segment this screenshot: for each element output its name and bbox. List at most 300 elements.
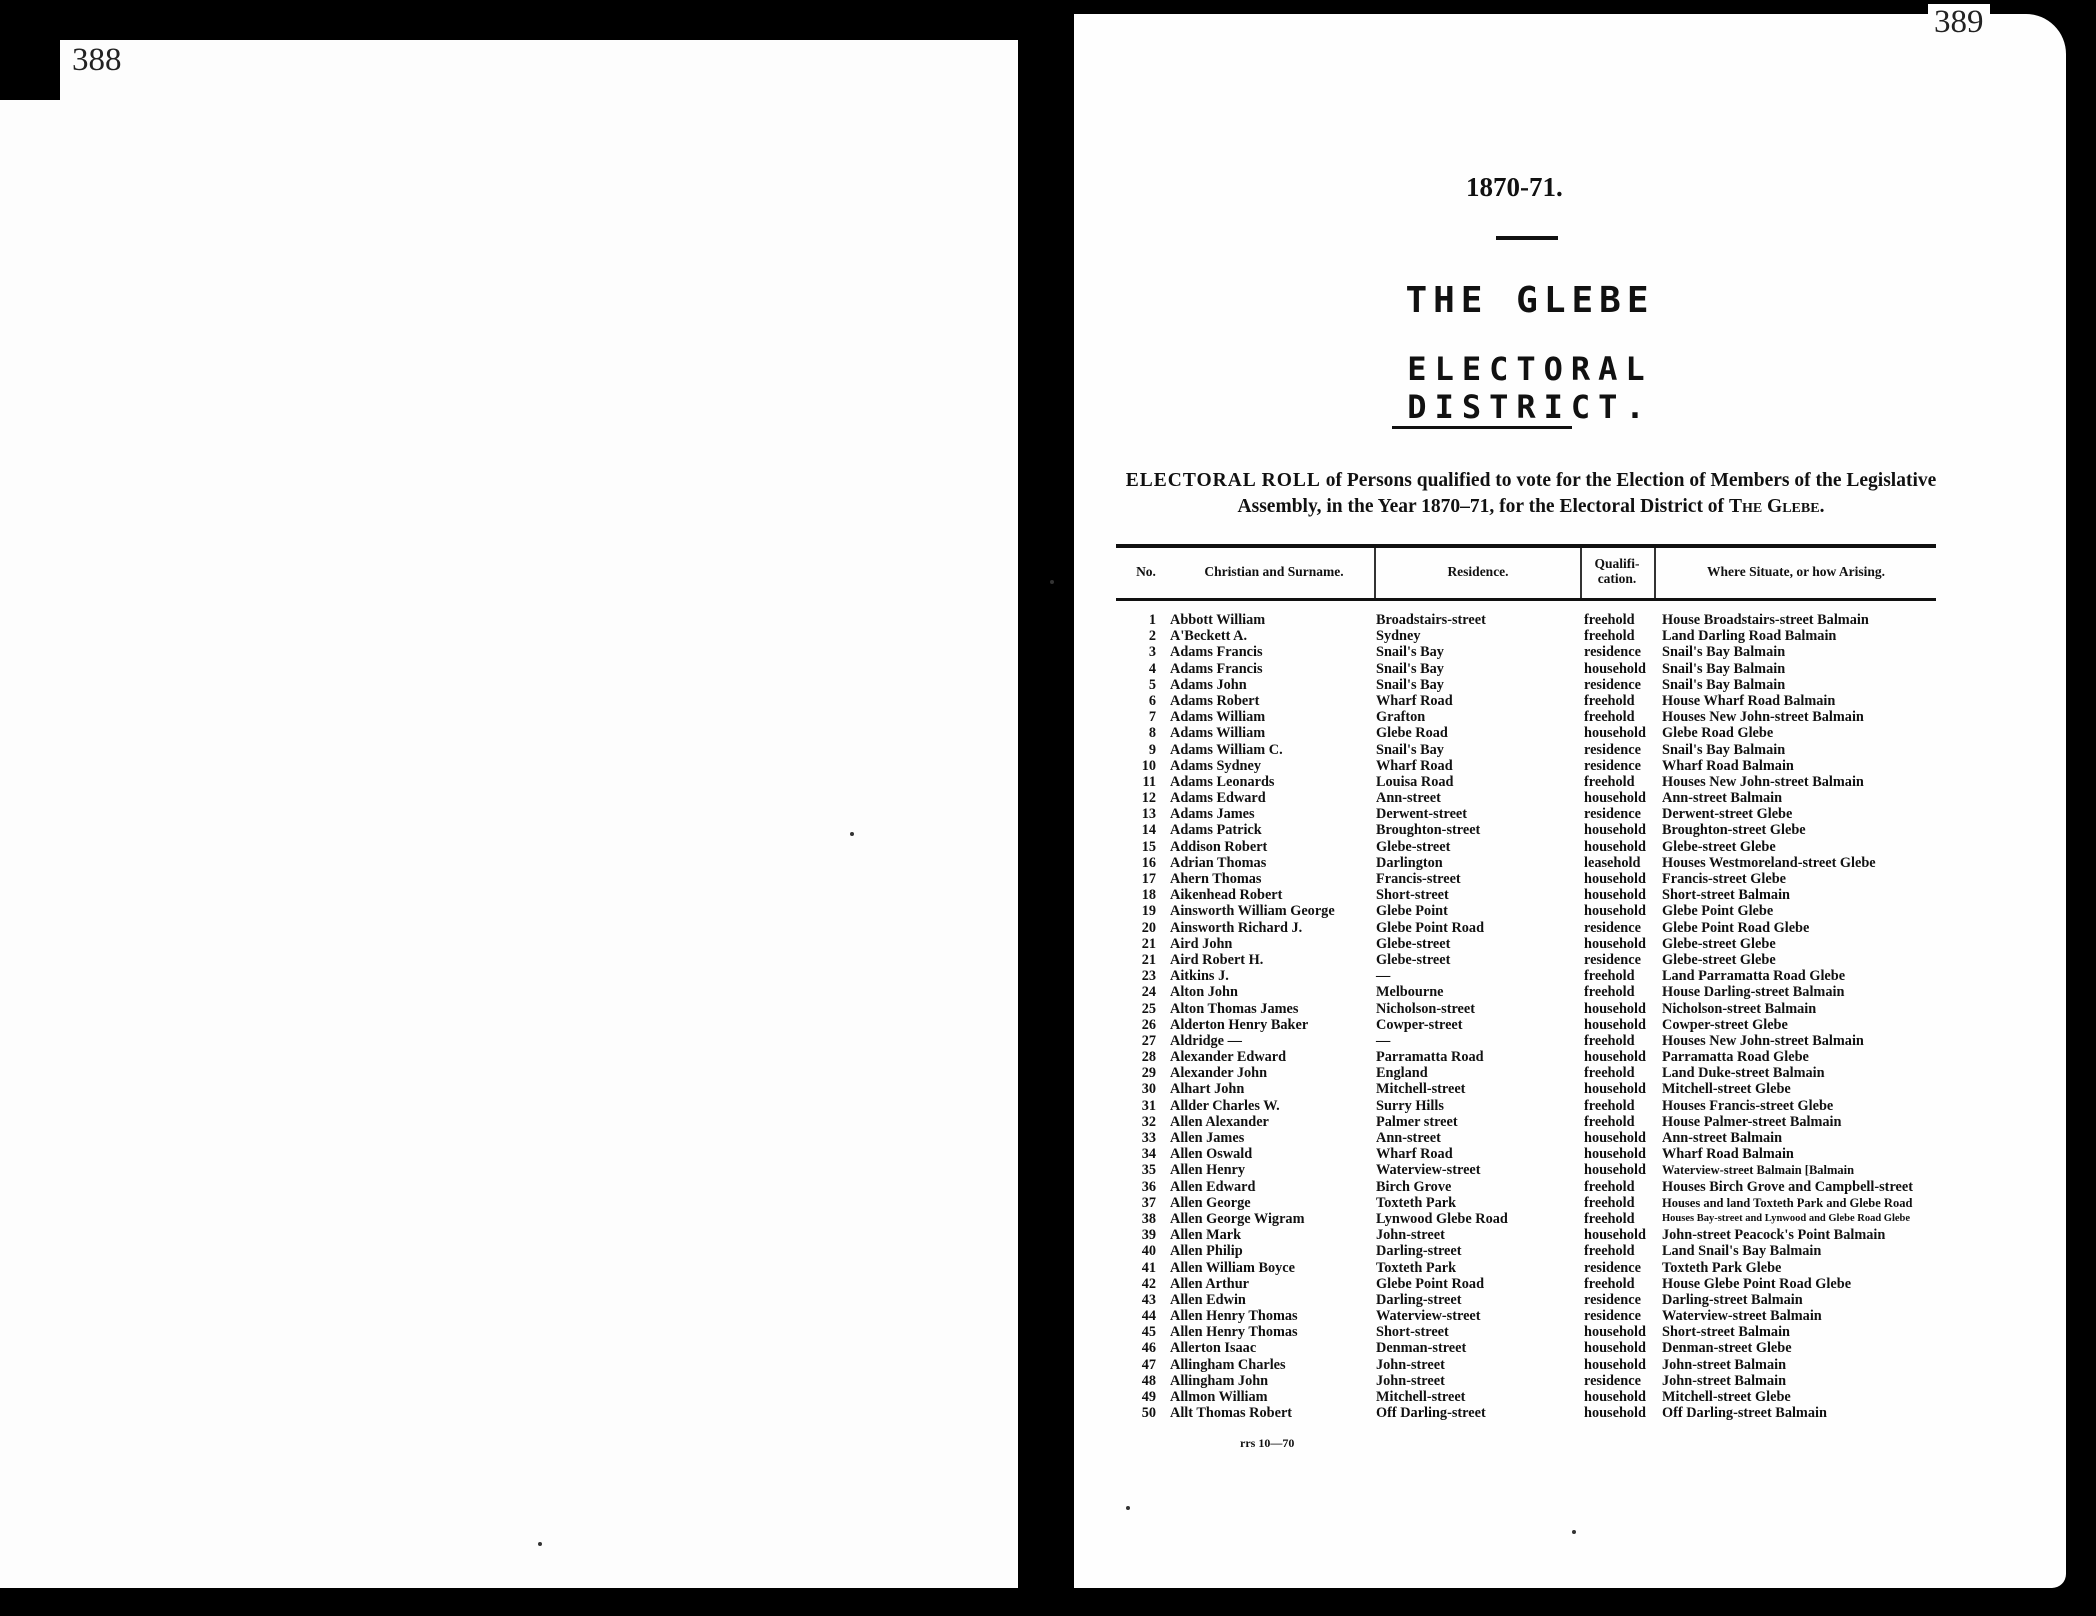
row-qualification: freehold: [1584, 692, 1635, 709]
table-row: [1116, 693, 1966, 709]
header-name: Christian and Surname.: [1204, 564, 1344, 579]
table-row: [1116, 1340, 1966, 1356]
left-page-corner-shadow: [0, 40, 60, 100]
electoral-roll-table: [1116, 612, 1966, 1421]
row-name: Allmon William: [1170, 1389, 1268, 1405]
row-residence: Ann-street: [1376, 1130, 1441, 1146]
row-where: Broughton-street Glebe: [1662, 822, 1806, 839]
row-where: Land Darling Road Balmain: [1662, 628, 1837, 645]
header-residence: Residence.: [1447, 564, 1509, 579]
row-residence: Glebe-street: [1376, 935, 1451, 952]
row-number: 42: [1141, 1275, 1156, 1292]
left-page-number: 388: [72, 42, 122, 78]
row-residence: —: [1376, 1032, 1391, 1049]
table-row: [1116, 1292, 1966, 1308]
row-number: 46: [1141, 1340, 1156, 1357]
intro-text: of Persons qualified to vote for the Election of Members of the Legislative Assembly, in the Year 1870–71, for the Electoral District of: [1237, 470, 1937, 517]
row-where: House Wharf Road Balmain: [1662, 692, 1836, 709]
row-qualification: freehold: [1584, 968, 1635, 985]
row-where: Short-street Balmain: [1662, 1324, 1790, 1341]
scan-speck: [538, 1542, 542, 1546]
row-where: Toxteth Park Glebe: [1662, 1259, 1782, 1276]
row-number: 41: [1141, 1259, 1156, 1276]
row-where: Mitchell-street Glebe: [1662, 1081, 1791, 1098]
row-name: Allt Thomas Robert: [1170, 1405, 1293, 1422]
row-name: Alton John: [1170, 984, 1238, 1001]
row-number: 32: [1141, 1113, 1156, 1130]
row-where: Off Darling-street Balmain: [1662, 1405, 1827, 1422]
row-number: 47: [1141, 1356, 1156, 1373]
table-row: [1116, 1308, 1966, 1324]
row-number: 5: [1148, 676, 1156, 693]
row-residence: Glebe Point Road: [1376, 1275, 1485, 1292]
row-name: Adams James: [1170, 806, 1255, 823]
table-row: [1116, 887, 1966, 903]
row-where: Glebe Point Road Glebe: [1662, 919, 1810, 936]
table-row: [1116, 790, 1966, 806]
row-name: Adrian Thomas: [1170, 854, 1267, 871]
row-name: Adams Sydney: [1170, 757, 1261, 774]
row-qualification: household: [1584, 838, 1646, 855]
row-residence: Louisa Road: [1376, 773, 1454, 790]
row-name: Ainsworth William George: [1170, 903, 1335, 920]
row-qualification: freehold: [1584, 612, 1635, 628]
row-residence: Snail's Bay: [1376, 741, 1444, 758]
row-residence: Nicholson-street: [1376, 1000, 1476, 1017]
row-qualification: residence: [1584, 676, 1641, 693]
row-name: Adams Edward: [1170, 790, 1266, 807]
row-name: Allen Philip: [1170, 1243, 1243, 1260]
table-row: [1116, 1130, 1966, 1146]
short-rule-1: [1496, 236, 1558, 240]
row-number: 37: [1141, 1194, 1156, 1211]
row-number: 33: [1141, 1130, 1156, 1146]
row-where: Glebe-street Glebe: [1662, 935, 1776, 952]
book-gutter: [1018, 0, 1074, 1616]
table-row: [1116, 644, 1966, 660]
header-divider-2: [1580, 548, 1582, 598]
row-name: Allen Arthur: [1170, 1275, 1250, 1292]
row-qualification: residence: [1584, 644, 1641, 661]
row-residence: England: [1376, 1065, 1428, 1082]
row-name: Aitkins J.: [1170, 968, 1229, 985]
row-residence: Darling-street: [1376, 1243, 1462, 1260]
table-row: [1116, 871, 1966, 887]
row-qualification: residence: [1584, 919, 1641, 936]
table-row: [1116, 1017, 1966, 1033]
row-qualification: residence: [1584, 1372, 1641, 1389]
row-where: John-street Balmain: [1662, 1372, 1787, 1389]
row-residence: Broughton-street: [1376, 822, 1481, 839]
row-number: 28: [1141, 1049, 1156, 1066]
row-name: Adams Robert: [1170, 692, 1260, 709]
table-row: [1116, 1357, 1966, 1373]
row-qualification: household: [1584, 1081, 1646, 1098]
row-residence: Glebe Point Road: [1376, 919, 1485, 936]
table-row: [1116, 1033, 1966, 1049]
table-row: [1116, 1146, 1966, 1162]
row-qualification: household: [1584, 1356, 1646, 1373]
row-qualification: freehold: [1584, 1065, 1635, 1082]
row-residence: Snail's Bay: [1376, 660, 1444, 677]
row-name: Adams William: [1170, 725, 1266, 742]
printer-footnote: rrs 10—70: [1240, 1436, 1295, 1450]
row-name: Allen Mark: [1170, 1227, 1242, 1244]
row-qualification: household: [1584, 1162, 1646, 1179]
row-number: 44: [1141, 1308, 1156, 1325]
table-row: [1116, 725, 1966, 741]
row-residence: Parramatta Road: [1376, 1049, 1484, 1066]
row-residence: —: [1376, 968, 1391, 985]
row-name: Adams John: [1170, 676, 1247, 693]
row-qualification: household: [1584, 790, 1646, 807]
table-row: [1116, 968, 1966, 984]
row-name: Allen Edward: [1170, 1178, 1256, 1195]
row-name: Aldridge —: [1170, 1032, 1242, 1049]
row-residence: Snail's Bay: [1376, 676, 1444, 693]
row-number: 38: [1141, 1210, 1156, 1227]
row-residence: Sydney: [1376, 628, 1421, 645]
table-row: [1116, 1243, 1966, 1259]
row-where: Derwent-street Glebe: [1662, 806, 1793, 823]
row-name: Allen Oswald: [1170, 1146, 1253, 1163]
row-name: Adams William C.: [1170, 741, 1283, 758]
row-qualification: freehold: [1584, 773, 1635, 790]
row-residence: Birch Grove: [1376, 1178, 1452, 1195]
row-where: Ann-street Balmain: [1662, 790, 1783, 807]
table-row: [1116, 1195, 1966, 1211]
row-number: 26: [1141, 1016, 1156, 1033]
row-name: Alhart John: [1170, 1081, 1245, 1098]
table-row: [1116, 612, 1966, 628]
row-number: 14: [1141, 822, 1156, 839]
row-qualification: household: [1584, 725, 1646, 742]
row-residence: Short-street: [1376, 887, 1449, 904]
year-heading: 1870-71.: [1466, 172, 1563, 202]
row-where: Parramatta Road Glebe: [1662, 1049, 1809, 1066]
table-row: [1116, 1324, 1966, 1340]
table-row: [1116, 1081, 1966, 1097]
row-number: 9: [1148, 741, 1156, 758]
row-number: 17: [1141, 871, 1156, 887]
left-page: [0, 40, 1018, 1588]
row-number: 18: [1141, 887, 1156, 904]
row-where: Houses New John-street Balmain: [1662, 1032, 1864, 1049]
row-name: Allingham Charles: [1170, 1356, 1286, 1373]
row-qualification: household: [1584, 1146, 1646, 1163]
row-qualification: household: [1584, 660, 1646, 677]
row-number: 20: [1141, 919, 1156, 936]
row-number: 27: [1141, 1032, 1156, 1049]
row-name: Ahern Thomas: [1170, 871, 1262, 887]
row-where: Houses Westmoreland-street Glebe: [1662, 854, 1876, 871]
row-where: House Palmer-street Balmain: [1662, 1113, 1842, 1130]
row-residence: John-street: [1376, 1356, 1445, 1373]
row-residence: Surry Hills: [1376, 1097, 1444, 1114]
row-residence: Toxteth Park: [1376, 1259, 1457, 1276]
row-qualification: freehold: [1584, 1097, 1635, 1114]
header-divider-1: [1374, 548, 1376, 598]
row-where: Darling-street Balmain: [1662, 1291, 1803, 1308]
row-name: Alderton Henry Baker: [1170, 1016, 1309, 1033]
row-qualification: residence: [1584, 757, 1641, 774]
table-row: [1116, 903, 1966, 919]
row-qualification: freehold: [1584, 1113, 1635, 1130]
row-name: Allen Alexander: [1170, 1113, 1269, 1130]
table-row: [1116, 1211, 1966, 1227]
row-name: Alexander Edward: [1170, 1049, 1287, 1066]
row-number: 35: [1141, 1162, 1156, 1179]
row-number: 21: [1141, 951, 1156, 968]
row-name: Allen James: [1170, 1130, 1245, 1146]
scan-speck: [1050, 580, 1054, 584]
row-name: Adams Francis: [1170, 644, 1263, 661]
table-row: [1116, 1227, 1966, 1243]
table-row: [1116, 920, 1966, 936]
table-row: [1116, 1373, 1966, 1389]
row-qualification: household: [1584, 1016, 1646, 1033]
row-where: Francis-street Glebe: [1662, 871, 1786, 887]
row-name: Allen Henry Thomas: [1170, 1308, 1298, 1325]
row-qualification: household: [1584, 822, 1646, 839]
row-number: 24: [1141, 984, 1156, 1001]
row-name: Adams Francis: [1170, 660, 1263, 677]
row-qualification: residence: [1584, 1308, 1641, 1325]
table-row: [1116, 677, 1966, 693]
row-qualification: leasehold: [1584, 854, 1641, 871]
row-qualification: household: [1584, 1000, 1646, 1017]
row-residence: Short-street: [1376, 1324, 1449, 1341]
row-where: John-street Balmain: [1662, 1356, 1787, 1373]
row-name: Adams William: [1170, 709, 1266, 726]
row-name: Aikenhead Robert: [1170, 887, 1283, 904]
row-residence: Wharf Road: [1376, 692, 1453, 709]
row-qualification: residence: [1584, 951, 1641, 968]
row-number: 8: [1148, 725, 1156, 742]
table-row: [1116, 1405, 1966, 1421]
row-residence: Wharf Road: [1376, 1146, 1453, 1163]
row-qualification: freehold: [1584, 709, 1635, 726]
header-where: Where Situate, or how Arising.: [1706, 564, 1885, 579]
row-qualification: freehold: [1584, 1210, 1635, 1227]
row-residence: Lynwood Glebe Road: [1376, 1210, 1508, 1227]
row-where: Snail's Bay Balmain: [1662, 676, 1786, 693]
row-qualification: household: [1584, 887, 1646, 904]
row-number: 43: [1141, 1291, 1156, 1308]
row-where: Snail's Bay Balmain: [1662, 644, 1786, 661]
row-where: Houses Bay-street and Lynwood and Glebe Road Glebe: [1662, 1212, 1911, 1224]
table-row: [1116, 774, 1966, 790]
row-name: Allen William Boyce: [1170, 1259, 1295, 1276]
table-row: [1116, 1179, 1966, 1195]
table-row: [1116, 984, 1966, 1000]
row-name: Alton Thomas James: [1170, 1000, 1299, 1017]
roll-introduction: [1116, 468, 1946, 520]
row-qualification: household: [1584, 871, 1646, 887]
row-name: Abbott William: [1170, 612, 1266, 628]
row-number: 39: [1141, 1227, 1156, 1244]
row-name: Adams Leonards: [1170, 773, 1275, 790]
row-residence: Derwent-street: [1376, 806, 1468, 823]
row-number: 2: [1148, 628, 1156, 645]
row-where: House Glebe Point Road Glebe: [1662, 1275, 1852, 1292]
row-number: 12: [1141, 790, 1156, 807]
row-where: Waterview-street Balmain [Balmain: [1662, 1163, 1855, 1178]
table-row: [1116, 952, 1966, 968]
row-where: Houses Birch Grove and Campbell-street: [1662, 1178, 1913, 1195]
row-qualification: residence: [1584, 1259, 1641, 1276]
row-residence: Palmer street: [1376, 1113, 1458, 1130]
row-number: 21: [1141, 935, 1156, 952]
row-where: Glebe-street Glebe: [1662, 951, 1776, 968]
scan-speck: [850, 832, 854, 836]
row-where: Snail's Bay Balmain: [1662, 660, 1786, 677]
row-residence: Snail's Bay: [1376, 644, 1444, 661]
row-number: 19: [1141, 903, 1156, 920]
row-qualification: freehold: [1584, 1275, 1635, 1292]
row-name: Alexander John: [1170, 1065, 1268, 1082]
district-title-line-1: THE GLEBE: [1405, 280, 1655, 321]
row-residence: Glebe-street: [1376, 838, 1451, 855]
row-qualification: household: [1584, 1130, 1646, 1146]
row-name: Allerton Isaac: [1170, 1340, 1257, 1357]
row-where: Snail's Bay Balmain: [1662, 741, 1786, 758]
row-where: Land Duke-street Balmain: [1662, 1065, 1825, 1082]
table-row: [1116, 742, 1966, 758]
table-row: [1116, 1260, 1966, 1276]
table-row: [1116, 936, 1966, 952]
intro-lead: ELECTORAL ROLL: [1125, 470, 1321, 491]
row-number: 3: [1148, 644, 1156, 661]
row-residence: Toxteth Park: [1376, 1194, 1457, 1211]
row-residence: Ann-street: [1376, 790, 1441, 807]
row-residence: Waterview-street: [1376, 1162, 1481, 1179]
row-where: Glebe Point Glebe: [1662, 903, 1774, 920]
row-qualification: freehold: [1584, 1178, 1635, 1195]
row-number: 50: [1141, 1405, 1156, 1422]
table-top-rule: [1116, 544, 1936, 548]
row-residence: Francis-street: [1376, 871, 1461, 887]
row-number: 45: [1141, 1324, 1156, 1341]
row-name: Addison Robert: [1170, 838, 1268, 855]
row-residence: John-street: [1376, 1227, 1445, 1244]
row-residence: Grafton: [1376, 709, 1426, 726]
row-name: Adams Patrick: [1170, 822, 1262, 839]
row-number: 1: [1148, 612, 1156, 628]
row-number: 6: [1148, 692, 1156, 709]
intro-district: The Glebe: [1728, 496, 1820, 517]
row-residence: Glebe Point: [1376, 903, 1448, 920]
row-number: 49: [1141, 1389, 1156, 1405]
row-number: 7: [1148, 709, 1156, 726]
header-divider-3: [1654, 548, 1656, 598]
table-row: [1116, 806, 1966, 822]
row-where: House Broadstairs-street Balmain: [1662, 612, 1869, 628]
row-qualification: household: [1584, 1049, 1646, 1066]
row-name: Aird Robert H.: [1170, 951, 1264, 968]
scan-speck: [1126, 1506, 1130, 1510]
header-no: No.: [1136, 564, 1156, 579]
row-where: Glebe-street Glebe: [1662, 838, 1776, 855]
row-name: Allen George: [1170, 1194, 1251, 1211]
row-number: 29: [1141, 1065, 1156, 1082]
row-number: 30: [1141, 1081, 1156, 1098]
table-row: [1116, 709, 1966, 725]
row-qualification: residence: [1584, 1291, 1641, 1308]
district-title-line-2: ELECTORAL DISTRICT.: [1407, 350, 1653, 426]
row-number: 31: [1141, 1097, 1156, 1114]
row-name: Aird John: [1170, 935, 1233, 952]
row-residence: Melbourne: [1376, 984, 1444, 1001]
row-name: Allen Edwin: [1170, 1291, 1246, 1308]
table-row: [1116, 1389, 1966, 1405]
row-number: 16: [1141, 854, 1156, 871]
row-name: Allingham John: [1170, 1372, 1269, 1389]
row-qualification: freehold: [1584, 1032, 1635, 1049]
row-where: Wharf Road Balmain: [1662, 757, 1794, 774]
row-number: 15: [1141, 838, 1156, 855]
row-number: 48: [1141, 1372, 1156, 1389]
table-row: [1116, 1065, 1966, 1081]
row-where: Houses Francis-street Glebe: [1662, 1097, 1834, 1114]
row-where: Mitchell-street Glebe: [1662, 1389, 1791, 1405]
row-name: Allen George Wigram: [1170, 1210, 1305, 1227]
row-number: 13: [1141, 806, 1156, 823]
table-row: [1116, 1049, 1966, 1065]
table-header-bottom-rule: [1116, 598, 1936, 601]
table-row: [1116, 1276, 1966, 1292]
row-where: Cowper-street Glebe: [1662, 1016, 1788, 1033]
row-qualification: residence: [1584, 741, 1641, 758]
table-row: [1116, 855, 1966, 871]
row-number: 4: [1148, 660, 1156, 677]
row-qualification: household: [1584, 1340, 1646, 1357]
scan-speck: [1572, 1530, 1576, 1534]
row-residence: Darlington: [1376, 854, 1443, 871]
table-row: [1116, 839, 1966, 855]
row-number: 11: [1142, 773, 1156, 790]
row-name: A'Beckett A.: [1170, 628, 1248, 645]
row-where: Ann-street Balmain: [1662, 1130, 1783, 1146]
row-name: Allen Henry: [1170, 1162, 1246, 1179]
row-where: Nicholson-street Balmain: [1662, 1000, 1817, 1017]
row-qualification: household: [1584, 1324, 1646, 1341]
table-row: [1116, 1098, 1966, 1114]
row-where: John-street Peacock's Point Balmain: [1662, 1227, 1886, 1244]
row-qualification: household: [1584, 1389, 1646, 1405]
row-number: 23: [1141, 968, 1156, 985]
row-qualification: household: [1584, 935, 1646, 952]
row-qualification: residence: [1584, 806, 1641, 823]
row-where: Houses New John-street Balmain: [1662, 709, 1864, 726]
table-row: [1116, 758, 1966, 774]
row-residence: Waterview-street: [1376, 1308, 1481, 1325]
row-residence: Broadstairs-street: [1376, 612, 1486, 628]
row-where: Wharf Road Balmain: [1662, 1146, 1794, 1163]
row-number: 40: [1141, 1243, 1156, 1260]
row-number: 25: [1141, 1000, 1156, 1017]
row-residence: Mitchell-street: [1376, 1081, 1466, 1098]
table-row: [1116, 822, 1966, 838]
short-rule-2: [1392, 426, 1572, 429]
row-residence: Wharf Road: [1376, 757, 1453, 774]
row-residence: Darling-street: [1376, 1291, 1462, 1308]
row-where: House Darling-street Balmain: [1662, 984, 1845, 1001]
row-qualification: household: [1584, 1227, 1646, 1244]
row-residence: Denman-street: [1376, 1340, 1467, 1357]
row-number: 34: [1141, 1146, 1156, 1163]
row-where: Short-street Balmain: [1662, 887, 1790, 904]
